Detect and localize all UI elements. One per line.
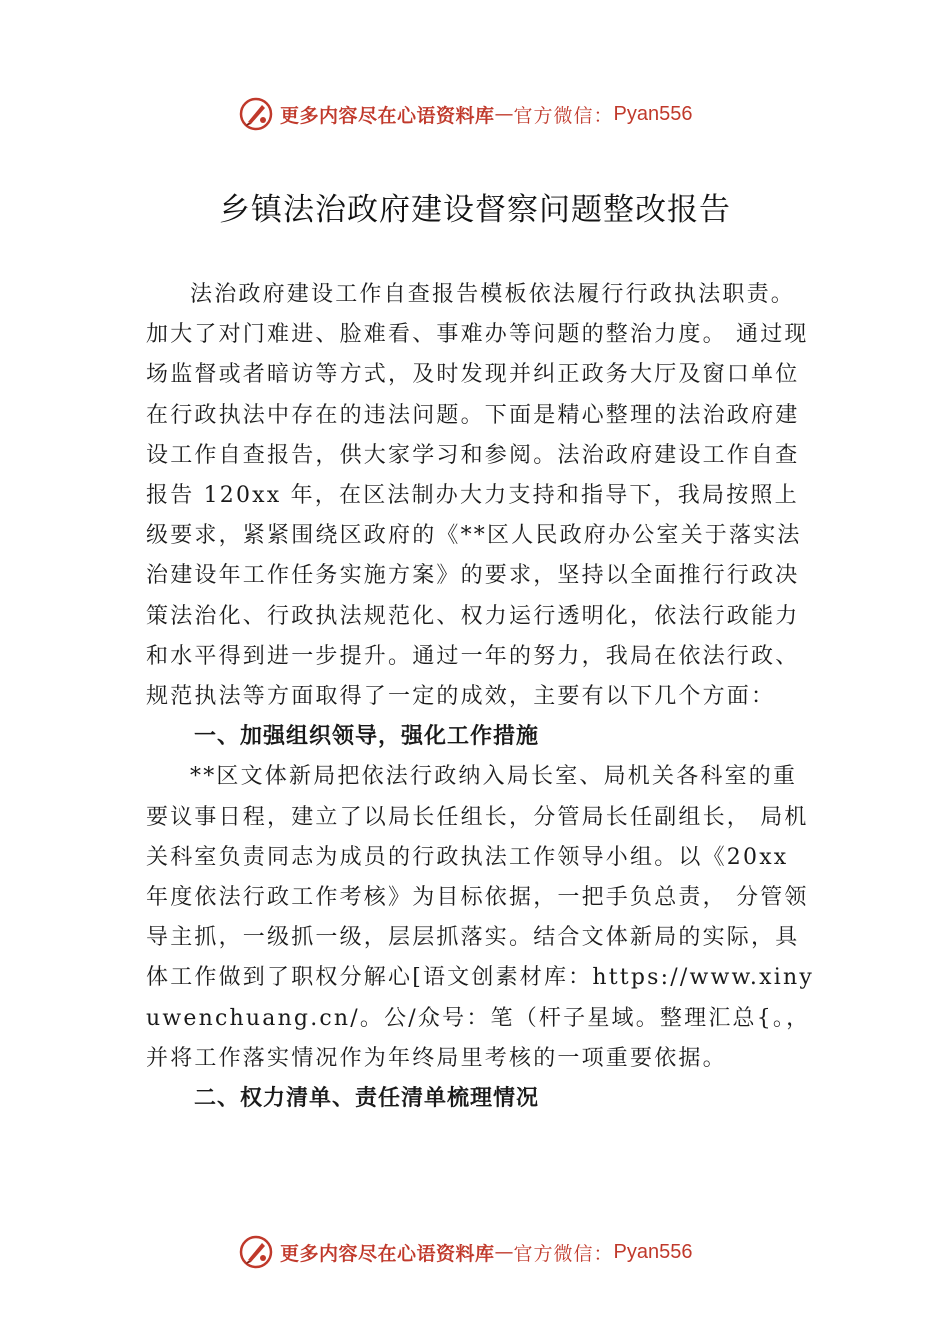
footer-banner bbox=[238, 1232, 758, 1272]
banner-separator: — bbox=[494, 1241, 514, 1263]
section-1-heading: 一、加强组织领导，强化工作措施 bbox=[194, 724, 540, 750]
banner-separator: — bbox=[494, 103, 514, 125]
banner-wechat-label: 官方微信： bbox=[513, 104, 614, 127]
section-2-heading: 二、权力清单、责任清单梳理情况 bbox=[194, 1086, 540, 1112]
document-title: 乡镇法治政府建设督察问题整改报告 bbox=[219, 192, 731, 228]
section-1-paragraph: **区文体新局把依法行政纳入局长室、局机关各科室的重要议事日程，建立了以局长任组长，分管局长任副组长， 局机关科室负责同志为成员的行政执法工作领导小组。以《20xx 年度依法行政工作考核》为目标依据，一把手负总责， 分管领导主抓，一级抓一级，层层抓落实。结合文体新局的实际，具体工作做到了职权分解心[语文创素材库：https://www.xinyuwenchuang.cn/。公/众号：笔（杆子星域。整理汇总{。，并将工作落实情况作为年终局里考核的一项重要依据。 bbox=[146, 764, 814, 1071]
intro-paragraph: 法治政府建设工作自查报告模板依法履行行政执法职责。加大了对门难进、脸难看、事难办等问题的整治力度。 通过现场监督或者暗访等方式，及时发现并纠正政务大厅及窗口单位在行政执法中存在的违法问题。下面是精心整理的法治政府建设工作自查报告，供大家学习和参阅。法治政府建设工作自查报告 120xx 年，在区法制办大力支持和指导下，我局按照上级要求，紧紧围绕区政府的《**区人民政府办公室关于落实法治建设年工作任务实施方案》的要求，坚持以全面推行行政决策法治化、行政执法规范化、权力运行透明化，依法行政能力和水平得到进一步提升。通过一年的努力，我局在依法行政、规范执法等方面取得了一定的成效，主要有以下几个方面： bbox=[146, 282, 809, 710]
brush-logo-icon bbox=[238, 96, 274, 132]
banner-wechat-label: 官方微信： bbox=[513, 1242, 614, 1265]
banner-wechat-id: Pyan556 bbox=[613, 1240, 693, 1263]
banner-main-text: 更多内容尽在心语资料库 bbox=[280, 104, 495, 127]
brush-logo-icon bbox=[238, 1234, 274, 1270]
document-body bbox=[146, 275, 816, 1119]
header-banner bbox=[238, 94, 758, 134]
banner-wechat-id: Pyan556 bbox=[613, 102, 693, 125]
banner-main-text: 更多内容尽在心语资料库 bbox=[280, 1242, 495, 1265]
